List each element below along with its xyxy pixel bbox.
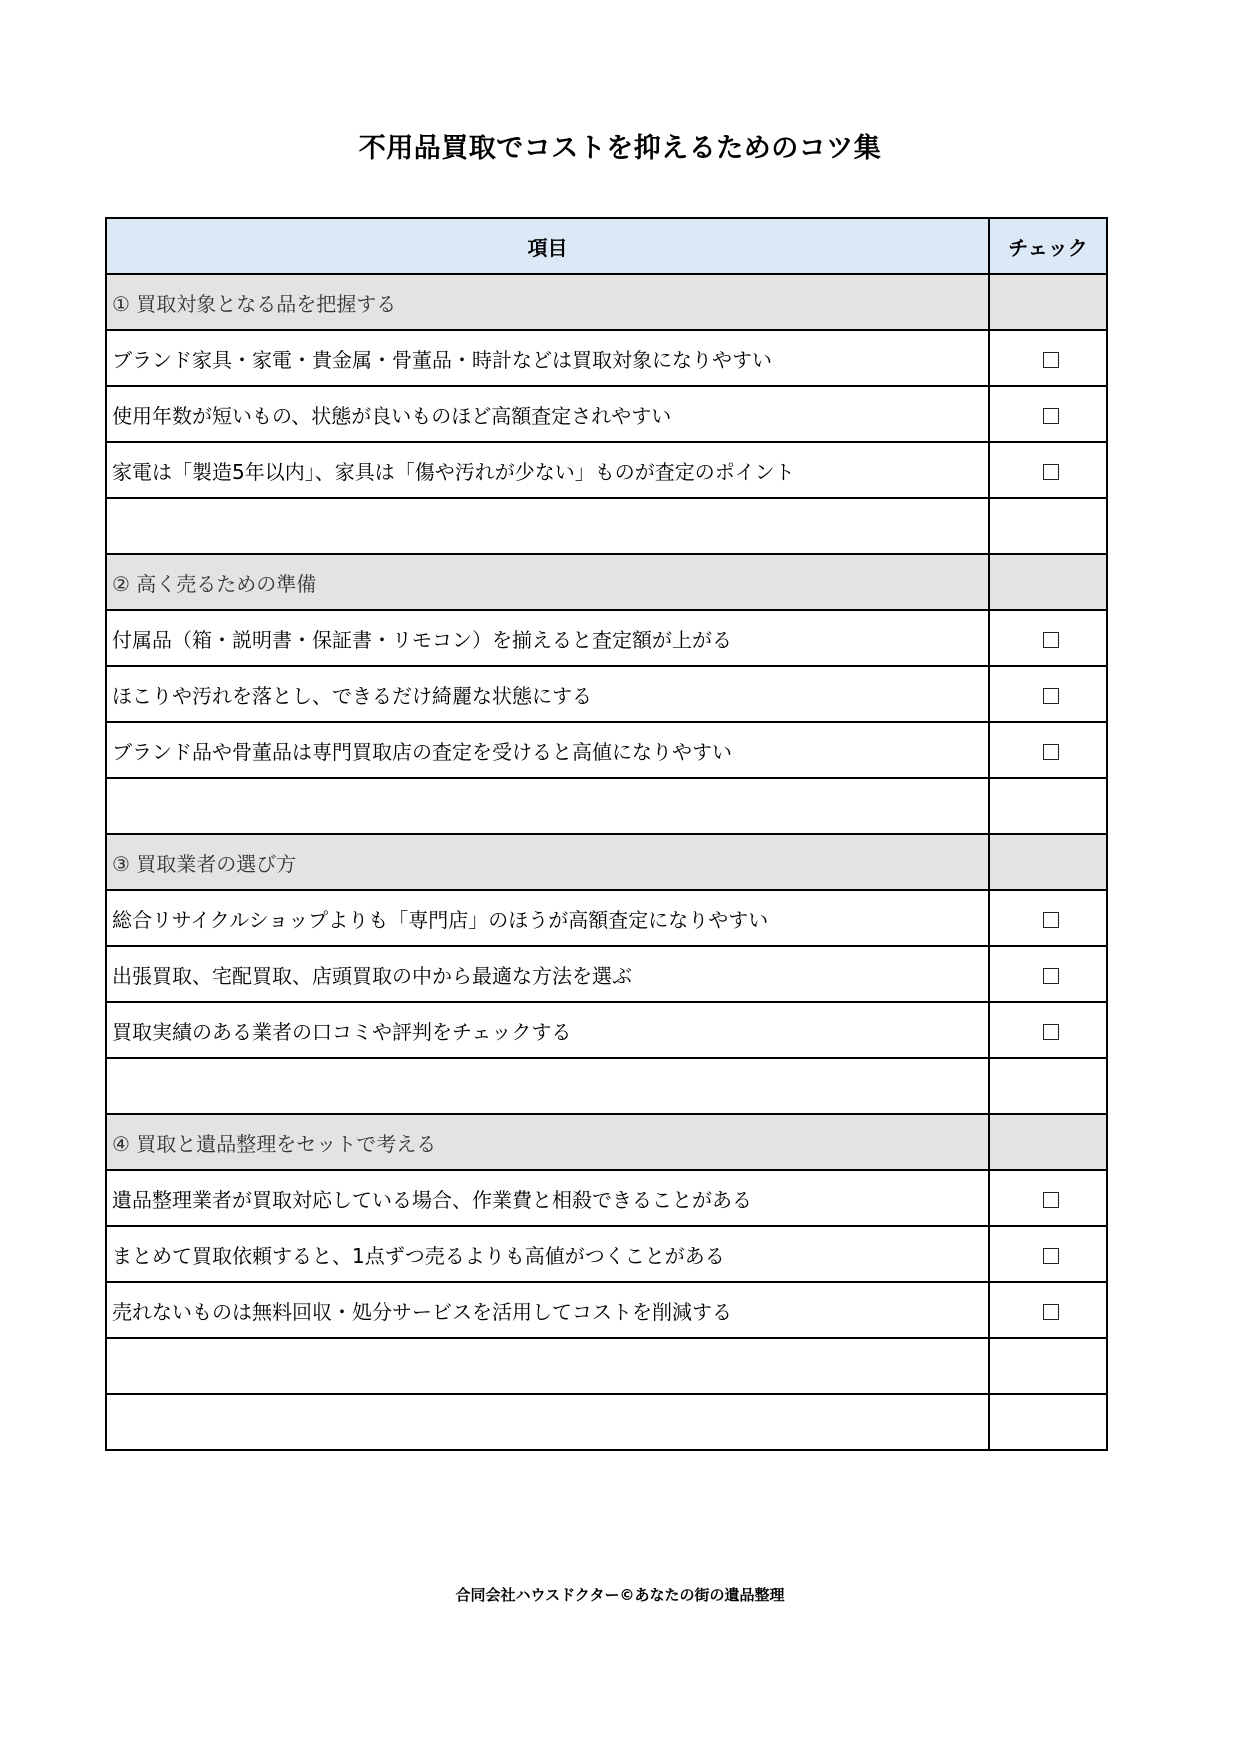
checkbox[interactable]: [1043, 744, 1059, 760]
blank-cell: [106, 1394, 989, 1450]
table-row: [106, 722, 1107, 778]
checkbox[interactable]: [1043, 688, 1059, 704]
section-heading: ② 高く売るための準備: [106, 554, 989, 610]
section-check-cell: [989, 554, 1107, 610]
item-text: ブランド家具・家電・貴金属・骨董品・時計などは買取対象になりやすい: [106, 330, 989, 386]
blank-row: [106, 778, 1107, 834]
table-row: [106, 442, 1107, 498]
footer-credit: 合同会社ハウスドクター©あなたの街の遺品整理: [455, 1586, 785, 1604]
table-row: [106, 666, 1107, 722]
blank-row: [106, 1058, 1107, 1114]
blank-cell: [989, 1058, 1107, 1114]
blank-cell: [106, 498, 989, 554]
blank-cell: [989, 498, 1107, 554]
header-check: チェック: [989, 218, 1107, 274]
blank-cell: [106, 1338, 989, 1394]
table-row: [106, 1226, 1107, 1282]
check-cell: [989, 1170, 1107, 1226]
item-text: ほこりや汚れを落とし、できるだけ綺麗な状態にする: [106, 666, 989, 722]
header-item: 項目: [106, 218, 989, 274]
section-heading: ③ 買取業者の選び方: [106, 834, 989, 890]
blank-row: [106, 498, 1107, 554]
item-text: 家電は「製造5年以内」、家具は「傷や汚れが少ない」ものが査定のポイント: [106, 442, 989, 498]
checkbox[interactable]: [1043, 912, 1059, 928]
blank-cell: [989, 778, 1107, 834]
table-header-row: [106, 218, 1107, 274]
table-row: [106, 330, 1107, 386]
table-row: [106, 1170, 1107, 1226]
checkbox[interactable]: [1043, 1192, 1059, 1208]
document-title: 不用品買取でコストを抑えるためのコツ集: [358, 133, 882, 164]
item-text: ブランド品や骨董品は専門買取店の査定を受けると高値になりやすい: [106, 722, 989, 778]
item-text: 買取実績のある業者の口コミや評判をチェックする: [106, 1002, 989, 1058]
check-cell: [989, 890, 1107, 946]
table-row: [106, 946, 1107, 1002]
item-text: 総合リサイクルショップよりも「専門店」のほうが高額査定になりやすい: [106, 890, 989, 946]
check-cell: [989, 1282, 1107, 1338]
check-cell: [989, 666, 1107, 722]
checkbox[interactable]: [1043, 464, 1059, 480]
blank-row: [106, 1338, 1107, 1394]
table-row: [106, 610, 1107, 666]
section-heading: ④ 買取と遺品整理をセットで考える: [106, 1114, 989, 1170]
checkbox[interactable]: [1043, 1304, 1059, 1320]
table-row: [106, 890, 1107, 946]
section-row: [106, 274, 1107, 330]
section-check-cell: [989, 274, 1107, 330]
section-row: [106, 554, 1107, 610]
blank-row: [106, 1394, 1107, 1450]
blank-cell: [106, 1058, 989, 1114]
check-cell: [989, 386, 1107, 442]
check-cell: [989, 1002, 1107, 1058]
blank-cell: [106, 778, 989, 834]
blank-cell: [989, 1394, 1107, 1450]
table-row: [106, 386, 1107, 442]
checkbox[interactable]: [1043, 632, 1059, 648]
check-cell: [989, 1226, 1107, 1282]
checkbox[interactable]: [1043, 408, 1059, 424]
check-cell: [989, 946, 1107, 1002]
check-cell: [989, 610, 1107, 666]
check-cell: [989, 442, 1107, 498]
item-text: 使用年数が短いもの、状態が良いものほど高額査定されやすい: [106, 386, 989, 442]
section-heading: ① 買取対象となる品を把握する: [106, 274, 989, 330]
check-cell: [989, 330, 1107, 386]
table-row: [106, 1282, 1107, 1338]
blank-cell: [989, 1338, 1107, 1394]
checkbox[interactable]: [1043, 352, 1059, 368]
check-cell: [989, 722, 1107, 778]
checkbox[interactable]: [1043, 1248, 1059, 1264]
section-check-cell: [989, 1114, 1107, 1170]
item-text: 売れないものは無料回収・処分サービスを活用してコストを削減する: [106, 1282, 989, 1338]
item-text: 遺品整理業者が買取対応している場合、作業費と相殺できることがある: [106, 1170, 989, 1226]
item-text: まとめて買取依頼すると、1点ずつ売るよりも高値がつくことがある: [106, 1226, 989, 1282]
section-check-cell: [989, 834, 1107, 890]
table-row: [106, 1002, 1107, 1058]
item-text: 出張買取、宅配買取、店頭買取の中から最適な方法を選ぶ: [106, 946, 989, 1002]
checklist-table: [105, 217, 1108, 1451]
section-row: [106, 1114, 1107, 1170]
checkbox[interactable]: [1043, 968, 1059, 984]
checkbox[interactable]: [1043, 1024, 1059, 1040]
section-row: [106, 834, 1107, 890]
item-text: 付属品（箱・説明書・保証書・リモコン）を揃えると査定額が上がる: [106, 610, 989, 666]
